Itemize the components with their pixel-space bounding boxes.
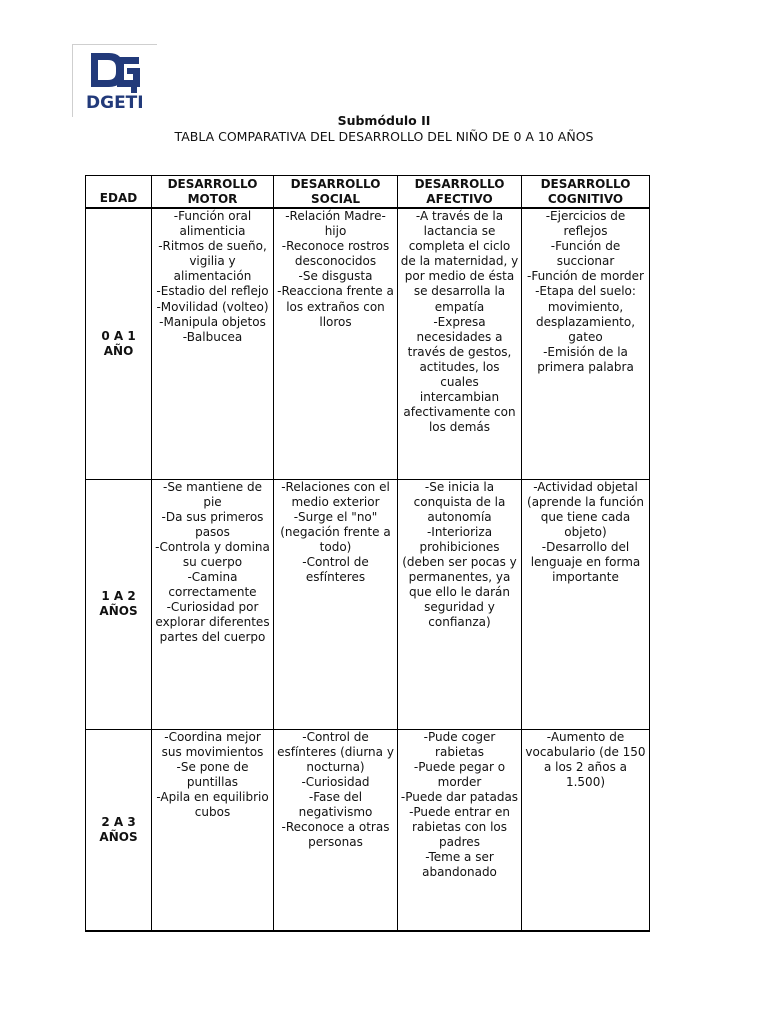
list-item: -Reacciona frente a los extraños con lloros: [277, 284, 394, 329]
list-item: -Manipula objetos: [159, 314, 266, 329]
list-item: -Se mantiene de pie: [162, 479, 263, 509]
list-item: -Ejercicios de reflejos: [545, 209, 626, 239]
list-item: -Actividad objetal (aprende la función que tiene cada objeto): [527, 479, 644, 539]
submodule-title: Submódulo II: [337, 113, 431, 128]
column-header-social: DESARROLLO SOCIAL: [274, 176, 398, 209]
comparison-table: [85, 175, 650, 932]
afectivo-cell: [398, 479, 522, 729]
social-cell: [274, 729, 398, 931]
list-item: -Movilidad (volteo): [156, 299, 269, 314]
cognitivo-cell: [522, 729, 650, 931]
cognitivo-cell: [522, 479, 650, 729]
motor-cell: [152, 729, 274, 931]
list-item: -Reconoce a otras personas: [281, 820, 390, 850]
afectivo-cell: [398, 729, 522, 931]
list-item: -Da sus primeros pasos: [161, 509, 264, 539]
list-item: -Estadio del reflejo: [156, 284, 269, 299]
list-item: -Reconoce rostros desconocidos: [281, 239, 390, 269]
afectivo-cell: [398, 208, 522, 479]
list-item: -Relaciones con el medio exterior: [281, 479, 390, 509]
dgeti-emblem-icon: [87, 49, 145, 95]
list-item: -Emisión de la primera palabra: [537, 344, 634, 374]
list-item: -Coordina mejor sus movimientos: [161, 729, 264, 759]
dgeti-logo: [72, 44, 157, 117]
list-item: -Controla y domina su cuerpo: [155, 539, 270, 569]
list-item: -Surge el "no" (negación frente a todo): [280, 509, 391, 554]
list-item: -Camina correctamente: [168, 570, 257, 600]
list-item: -Desarrollo del lenguaje en forma importante: [530, 539, 641, 585]
list-item: -Curiosidad por explorar diferentes partes del cuerpo: [155, 600, 270, 645]
list-item: -Relación Madre-hijo: [285, 209, 386, 239]
logo-text: DGETI: [86, 93, 144, 113]
column-header-edad: EDAD: [86, 176, 152, 209]
age-cell: 1 A 2 AÑOS: [86, 479, 152, 729]
social-cell: [274, 479, 398, 729]
list-item: -Función de morder: [527, 269, 644, 284]
list-item: -Se inicia la conquista de la autonomía: [413, 479, 506, 524]
column-header-cognitivo: DESARROLLO COGNITIVO: [522, 176, 650, 209]
list-item: -Fase del negativismo: [298, 789, 373, 819]
list-item: -Control de esfínteres: [302, 554, 369, 585]
list-item: -Interioriza prohibiciones (deben ser pocas y permanentes, ya que ello le darán seguridad y confianza): [402, 524, 517, 630]
motor-cell: [152, 208, 274, 479]
list-item: -Balbucea: [182, 329, 243, 344]
list-item: -Se pone de puntillas: [176, 759, 249, 789]
table-row: [86, 729, 650, 931]
list-item: -Puede entrar en rabietas con los padres: [409, 804, 510, 850]
list-item: -Apila en equilibrio cubos: [156, 789, 269, 819]
list-item: -A través de la lactancia se completa el ciclo de la maternidad, y por medio de ésta se desarrolla la empatía: [400, 209, 519, 314]
list-item: -Puede pegar o morder: [413, 759, 506, 789]
age-cell: 0 A 1 AÑO: [86, 208, 152, 479]
list-item: -Puede dar patadas: [400, 789, 519, 804]
list-item: -Ritmos de sueño, vigilia y alimentación: [158, 239, 267, 284]
table-row: [86, 208, 650, 479]
document-header: [0, 113, 768, 145]
age-cell: 2 A 3 AÑOS: [86, 729, 152, 931]
list-item: -Función oral alimenticia: [173, 209, 252, 239]
motor-cell: [152, 479, 274, 729]
social-cell: [274, 208, 398, 479]
list-item: -Pude coger rabietas: [423, 729, 496, 759]
column-header-afectivo: DESARROLLO AFECTIVO: [398, 176, 522, 209]
table-header-row: [86, 176, 650, 209]
list-item: -Control de esfínteres (diurna y nocturna): [277, 729, 394, 774]
list-item: -Aumento de vocabulario (de 150 a los 2 años a 1.500): [525, 729, 646, 789]
cognitivo-cell: [522, 208, 650, 479]
table-title: TABLA COMPARATIVA DEL DESARROLLO DEL NIÑO DE 0 A 10 AÑOS: [174, 129, 594, 144]
column-header-motor: DESARROLLO MOTOR: [152, 176, 274, 209]
list-item: -Etapa del suelo: movimiento, desplazamiento, gateo: [535, 284, 636, 344]
list-item: -Función de succionar: [550, 239, 621, 269]
list-item: -Curiosidad: [301, 774, 370, 789]
table-row: [86, 479, 650, 729]
list-item: -Expresa necesidades a través de gestos, actitudes, los cuales intercambian afectivamente con los demás: [403, 314, 516, 435]
list-item: -Teme a ser abandonado: [422, 850, 497, 880]
list-item: -Se disgusta: [298, 269, 373, 284]
